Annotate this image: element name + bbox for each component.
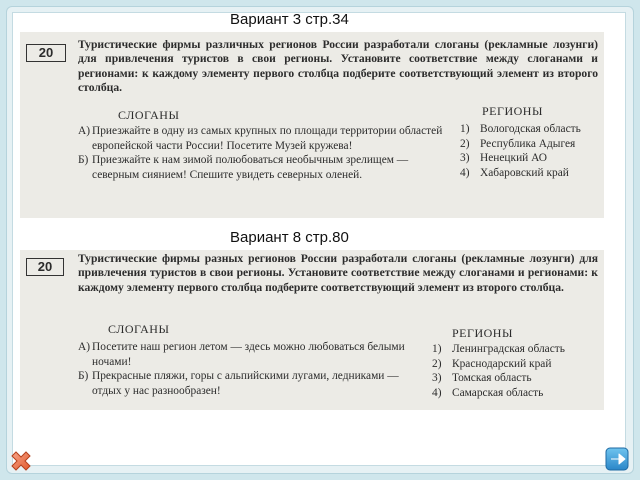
- task-intro: Туристические фирмы различных регионов России разработали слоганы (рекламные лозунги) для привлечения туристов в свои регионы. Установите соответствие между слоганами и регионами: к каждому элементу первого столбца подберите соответствующий элемент из второго столбца.: [78, 38, 598, 95]
- variant2-scan: [20, 250, 604, 410]
- slogan-text: Прекрасные пляжи, горы с альпийскими лугами, ледниками — отдых у нас разнообразен!: [92, 370, 399, 397]
- region-item: [432, 342, 602, 357]
- region-number: 3): [432, 372, 442, 385]
- region-text: Вологодская область: [480, 123, 581, 135]
- region-text: Самарская область: [452, 386, 544, 399]
- region-text: Краснодарский край: [452, 357, 552, 370]
- region-number: 2): [432, 357, 442, 370]
- slogans-list: [78, 340, 408, 398]
- region-number: 4): [460, 166, 470, 179]
- slogan-text: Приезжайте в одну из самых крупных по площади территории областей европейской части России! Посетите Музей кружева!: [92, 125, 443, 152]
- variant1-scan: [20, 32, 604, 218]
- region-number: 3): [460, 152, 470, 165]
- region-item: [460, 151, 600, 166]
- region-number: 1): [460, 123, 470, 135]
- slogan-letter: Б): [78, 154, 89, 167]
- region-item: [460, 137, 600, 152]
- slogan-text: Приезжайте к нам зимой полюбоваться необычным зрелищем — северным сиянием! Спешите увидеть северных оленей.: [92, 154, 409, 181]
- task-intro: Туристические фирмы разных регионов России разработали слоганы (рекламные лозунги) для привлечения туристов в свои регионы. Установите соответствие между слоганами и регионами: к каждому элементу первого столбца подберите соответствующий элемент из второго столбца.: [78, 252, 598, 294]
- region-item: [460, 122, 600, 137]
- region-text: Ленинградская область: [452, 343, 565, 355]
- slogan-item: [78, 340, 408, 369]
- slogan-item: [78, 124, 444, 153]
- region-item: [432, 357, 602, 372]
- regions-list: [460, 122, 600, 180]
- slogan-letter: Б): [78, 370, 89, 383]
- task-number: 20: [26, 44, 66, 62]
- region-text: Республика Адыгея: [480, 137, 576, 150]
- slogans-header: СЛОГАНЫ: [108, 322, 170, 336]
- region-item: [432, 371, 602, 386]
- regions-list: [432, 342, 602, 400]
- close-x-icon[interactable]: [8, 448, 34, 474]
- regions-header: РЕГИОНЫ: [482, 104, 543, 118]
- region-item: [460, 166, 600, 181]
- variant2-heading: Вариант 8 стр.80: [230, 229, 349, 246]
- slogan-text: Посетите наш регион летом — здесь можно любоваться белыми ночами!: [92, 341, 405, 368]
- task-number: 20: [26, 258, 64, 276]
- slogan-item: [78, 369, 408, 398]
- region-number: 4): [432, 386, 442, 399]
- region-text: Хабаровский край: [480, 166, 569, 179]
- slogans-header: СЛОГАНЫ: [118, 108, 180, 122]
- regions-header: РЕГИОНЫ: [452, 326, 513, 340]
- region-text: Томская область: [452, 372, 532, 385]
- variant1-heading: Вариант 3 стр.34: [230, 11, 349, 28]
- region-number: 1): [432, 343, 442, 355]
- slogan-item: [78, 153, 444, 182]
- region-item: [432, 386, 602, 401]
- next-arrow-icon[interactable]: [604, 446, 630, 472]
- slogan-letter: А): [78, 341, 91, 353]
- slogan-letter: А): [78, 125, 91, 137]
- slogans-list: [78, 124, 444, 182]
- region-text: Ненецкий АО: [480, 152, 547, 165]
- region-number: 2): [460, 137, 470, 150]
